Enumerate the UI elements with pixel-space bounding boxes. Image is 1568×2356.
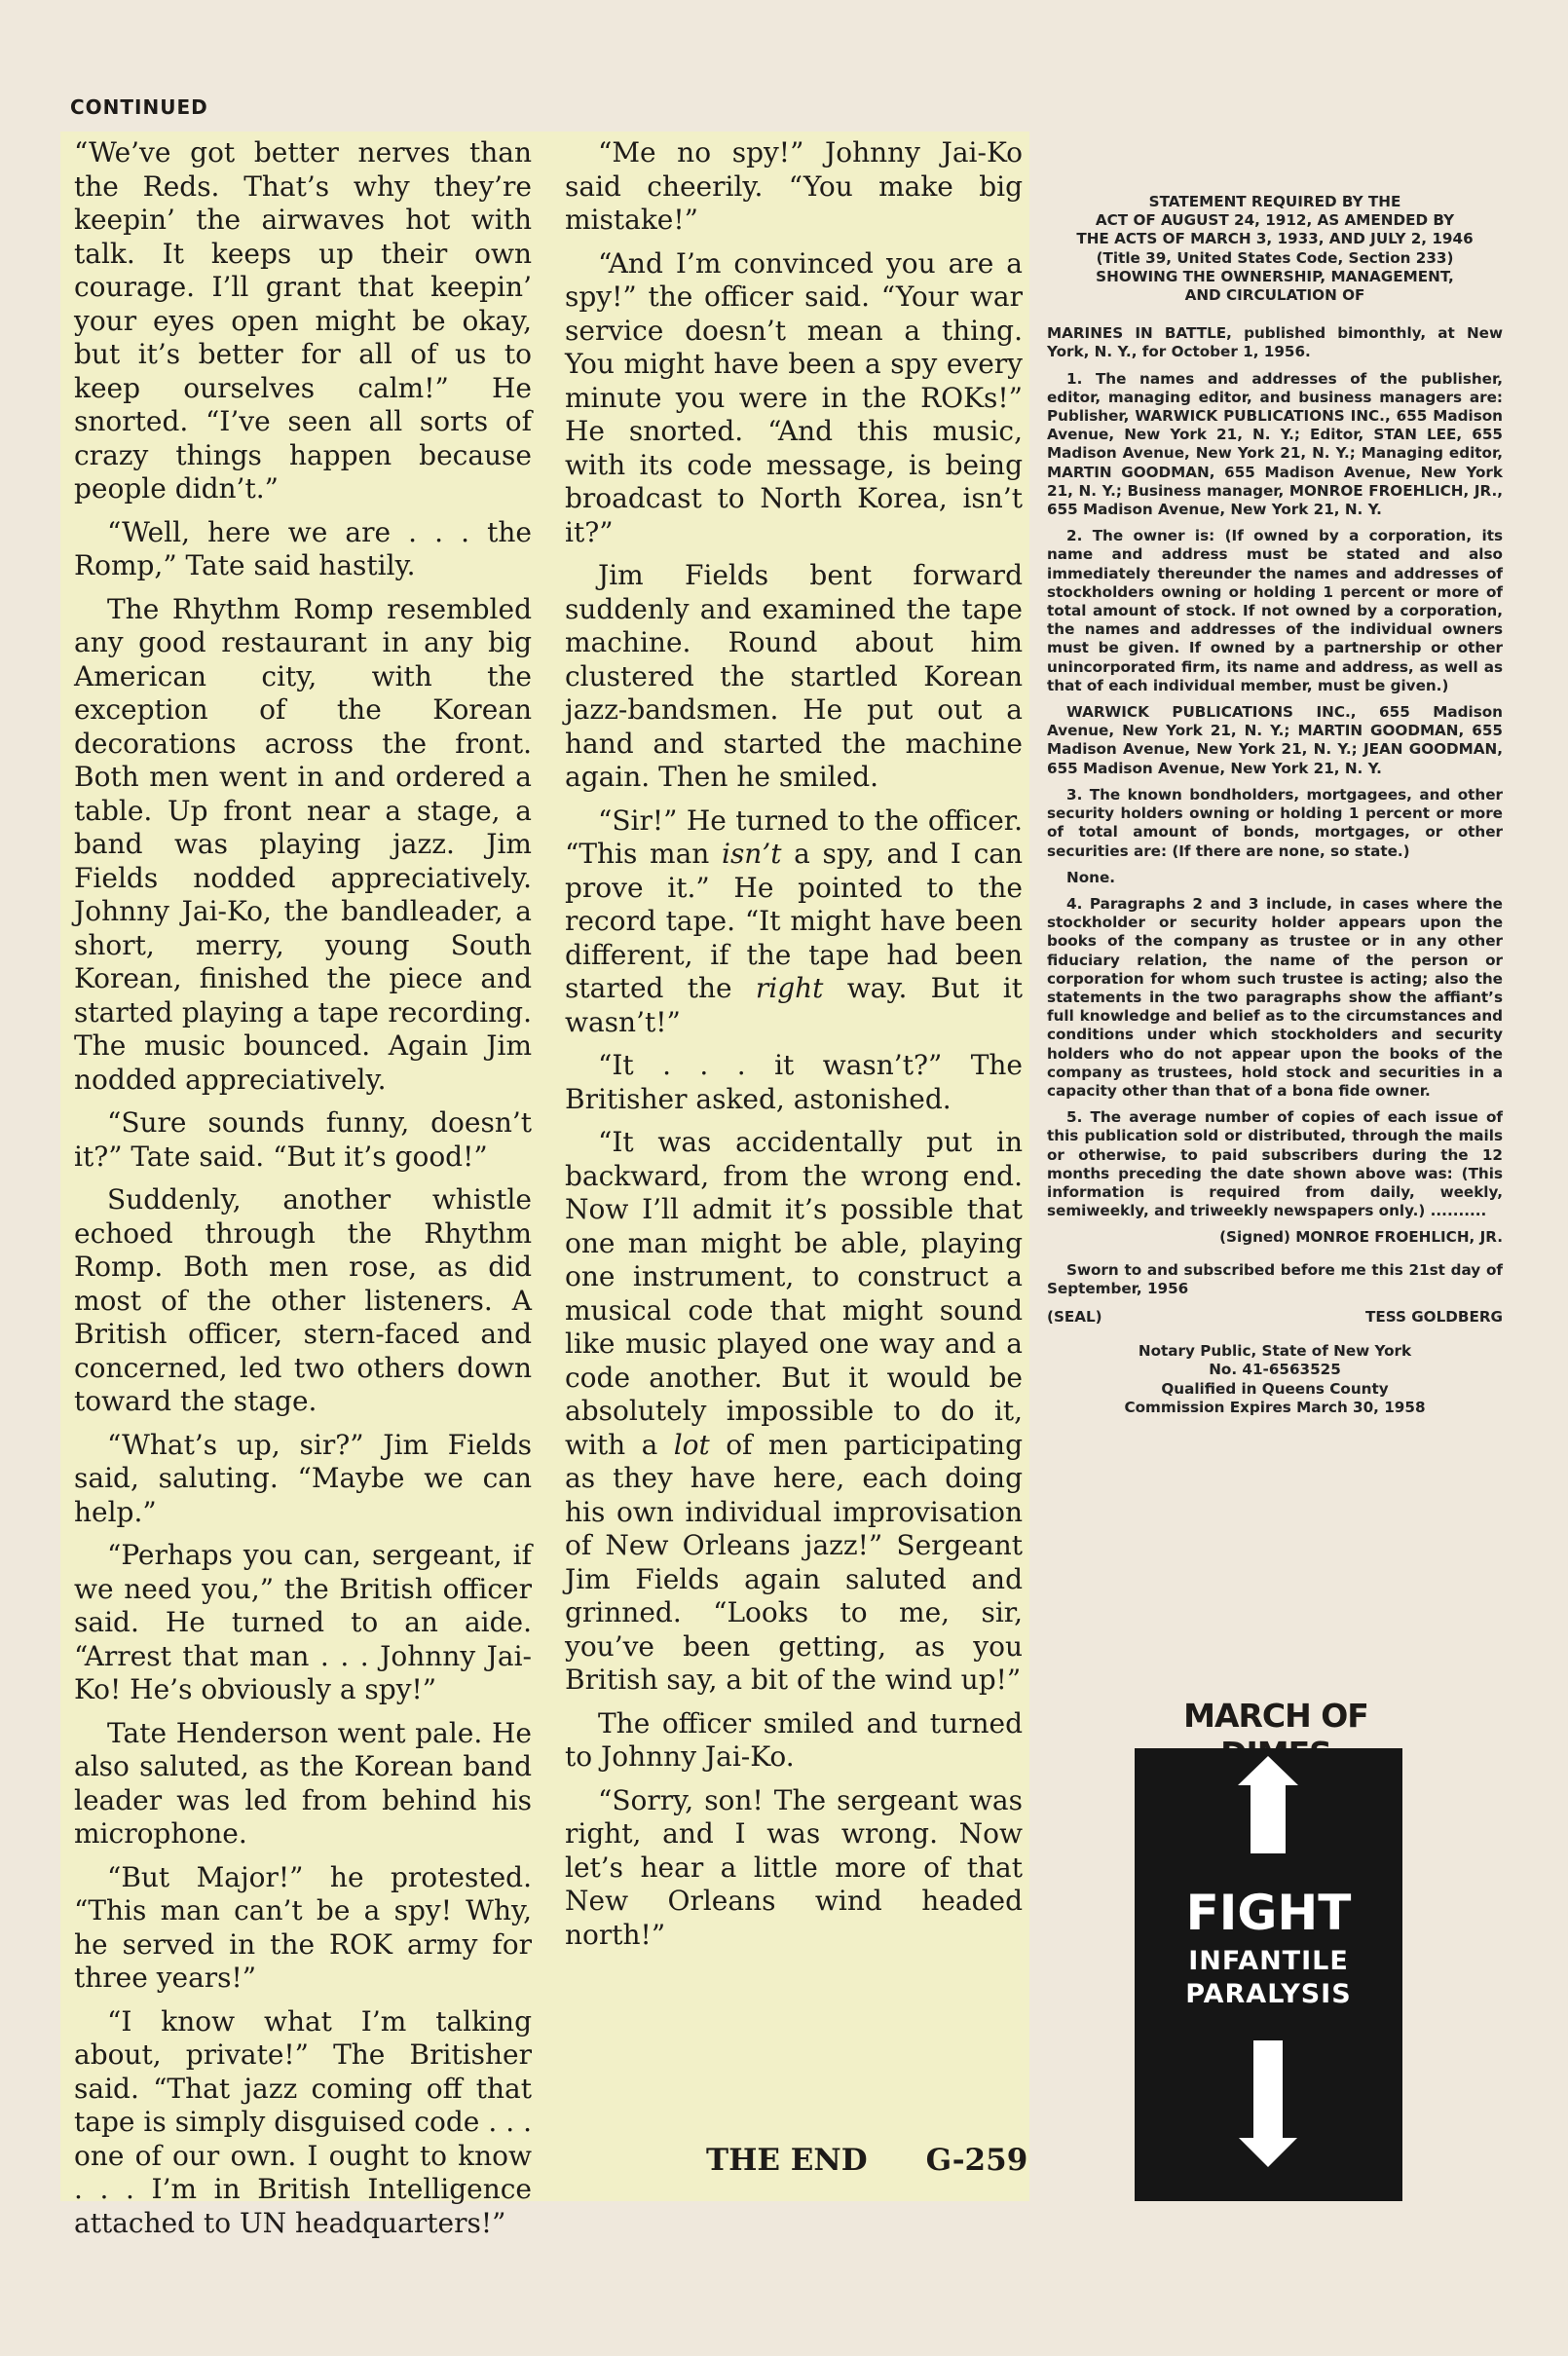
story-paragraph: “Well, here we are . . . the Romp,” Tate said hastily. xyxy=(74,515,532,581)
story-paragraph: “And I’m convinced you are a spy!” the officer said. “Your war service doesn’t mean a thing. You might have been a spy every minute you were in the ROKs!” He snorted. “And this music, with its code message, is being broadcast to North Korea, isn’t it?” xyxy=(565,246,1023,548)
statement-paragraph-5: 5. The average number of copies of each issue of this publication sold or distributed, through the mails or otherwise, to paid subscribers during the 12 months preceding the date shown above was: (This information is required from daily, weekly, semiweekly, and triweekly newspapers only.) .......... xyxy=(1047,1108,1503,1220)
statement-heading-line: THE ACTS OF MARCH 3, 1933, AND JULY 2, 1946 xyxy=(1076,230,1474,248)
story-emphasis: isn’t xyxy=(721,838,782,870)
story-text: of men participating as they have here, each doing his own individual improvisation of New Orleans jazz!” Sergeant Jim Fields again saluted and grinned. “Looks to me, sir, you’ve been getting, as you British say, a bit of the wind up!” xyxy=(565,1428,1024,1696)
story-paragraph: Suddenly, another whistle echoed through the Rhythm Romp. Both men rose, as did most of the other listeners. A British officer, stern-faced and concerned, led two others down toward the stage. xyxy=(74,1183,532,1417)
story-text: way. But it wasn’t!” xyxy=(565,972,1023,1038)
story-paragraph: “I know what I’m talking about, private!” The Britisher said. “That jazz coming off that tape is simply disguised code . . . one of our own. I ought to know . . . I’m in British Intelligence attached to UN headquarters!” xyxy=(74,2004,532,2239)
seal-label: (SEAL) xyxy=(1047,1307,1102,1326)
story-paragraph: Jim Fields bent forward suddenly and examined the tape machine. Round about him clustered the startled Korean jazz-bandsmen. He put out a hand and started the machine again. Then he smiled. xyxy=(565,559,1023,793)
story-paragraph: Tate Henderson went pale. He also saluted, as the Korean band leader was led from behind his microphone. xyxy=(74,1716,532,1850)
notary-line: No. 41-6563525 xyxy=(1209,1361,1341,1379)
story-paragraph: “Perhaps you can, sergeant, if we need you,” the British officer said. He turned to an aide. “Arrest that man . . . Johnny Jai-Ko! He’s obviously a spy!” xyxy=(74,1539,532,1705)
story-paragraph: “Sorry, son! The sergeant was right, and I was wrong. Now let’s hear a little more of that New Orleans wind headed north!” xyxy=(565,1783,1023,1951)
story-paragraph: “Me no spy!” Johnny Jai-Ko said cheerily. “You make big mistake!” xyxy=(565,136,1023,236)
the-end-text: THE END xyxy=(706,2143,868,2178)
statement-sworn: Sworn to and subscribed before me this 21st day of September, 1956 xyxy=(1047,1260,1503,1297)
notary-line: Notary Public, State of New York xyxy=(1138,1342,1412,1361)
statement-heading-line: ACT OF AUGUST 24, 1912, AS AMENDED BY xyxy=(1095,211,1455,230)
fight-text: FIGHT xyxy=(1185,1885,1352,1941)
story-column-1 xyxy=(74,136,532,2250)
statement-paragraph-1: 1. The names and addresses of the publisher, editor, managing editor, and business managers are: Publisher, WARWICK PUBLICATIONS INC., 655 Madison Avenue, New York 21, N. Y.; Editor, STAN LEE, 655 Madison Avenue, New York 21, N. Y.; Managing editor, MARTIN GOODMAN, 655 Madison Avenue, New York 21, N. Y.; Business manager, MONROE FROEHLICH, JR., 655 Madison Avenue, New York 21, N. Y. xyxy=(1047,369,1503,519)
statement-heading-line: SHOWING THE OWNERSHIP, MANAGEMENT, xyxy=(1096,267,1454,285)
story-paragraph: “We’ve got better nerves than the Reds. That’s why they’re keepin’ the airwaves hot with talk. It keeps up their own courage. I’ll grant that keepin’ your eyes open might be okay, but it’s better for all of us to keep ourselves calm!” He snorted. “I’ve seen all sorts of crazy things happen because people didn’t.” xyxy=(74,136,532,505)
infantile-text: INFANTILE xyxy=(1188,1946,1349,1976)
paralysis-text: PARALYSIS xyxy=(1185,1979,1352,2009)
statement-paragraph-2b: WARWICK PUBLICATIONS INC., 655 Madison Avenue, New York 21, N. Y.; MARTIN GOODMAN, 655 Madison Avenue, New York 21, N. Y.; JEAN GOODMAN, 655 Madison Avenue, New York 21, N. Y. xyxy=(1047,703,1503,777)
story-paragraph xyxy=(565,804,1023,1040)
statement-paragraph-2: 2. The owner is: (If owned by a corporation, its name and address must be stated and also immediately thereunder the names and addresses of stockholders owning or holding 1 percent or more of total amount of stock. If not owned by a corporation, the names and addresses of the individual owners must be given. If owned by a partnership or other unincorporated firm, its name and address, as well as that of each individual member, must be given.) xyxy=(1047,527,1503,694)
story-text: “Sir!” He turned to the officer. “This man xyxy=(565,804,1023,870)
statement-paragraph-3b: None. xyxy=(1066,868,1116,886)
story-paragraph: “It . . . it wasn’t?” The Britisher asked, astonished. xyxy=(565,1049,1023,1115)
march-of-dimes-ad xyxy=(1135,1748,1402,2201)
story-paragraph: “What’s up, sir?” Jim Fields said, saluting. “Maybe we can help.” xyxy=(74,1428,532,1528)
notary-name: TESS GOLDBERG xyxy=(1365,1307,1503,1326)
notary-line: Qualified in Queens County xyxy=(1161,1379,1389,1398)
notary-line: Commission Expires March 30, 1958 xyxy=(1124,1398,1426,1416)
continued-label: CONTINUED xyxy=(70,95,208,119)
the-end-line xyxy=(706,2143,1027,2178)
story-paragraph: The officer smiled and turned to Johnny Jai-Ko. xyxy=(565,1706,1023,1773)
statement-paragraph-3: 3. The known bondholders, mortgagees, and other security holders owning or holding 1 percent or more of total amount of bonds, mortgages, or other securities are: (If there are none, so state.) xyxy=(1047,785,1503,860)
ownership-statement xyxy=(1047,193,1503,1417)
story-paragraph: “But Major!” he protested. “This man can’t be a spy! Why, he served in the ROK army for three years!” xyxy=(74,1860,532,1994)
story-emphasis: right xyxy=(755,972,824,1004)
statement-paragraph-4: 4. Paragraphs 2 and 3 include, in cases where the stockholder or security holder appears upon the books of the company as trustee or in any other fiduciary relation, the name of the person or corporation for whom such trustee is acting; also the statements in the two paragraphs show the affiant’s full knowledge and belief as to the circumstances and conditions under which stockholders and security holders who do not appear upon the books of the company as trustees, hold stock and securities in a capacity other than that of a bona fide owner. xyxy=(1047,894,1503,1100)
story-column-2 xyxy=(565,136,1023,1962)
story-paragraph xyxy=(565,1126,1023,1698)
story-code: G-259 xyxy=(925,2143,1028,2178)
statement-heading-line: (Title 39, United States Code, Section 233) xyxy=(1096,248,1454,267)
story-emphasis: lot xyxy=(673,1428,710,1461)
story-paragraph: “Sure sounds funny, doesn’t it?” Tate said. “But it’s good!” xyxy=(74,1106,532,1173)
story-paragraph: The Rhythm Romp resembled any good restaurant in any big American city, with the exception of the Korean decorations across the front. Both men went in and ordered a table. Up front near a stage, a band was playing jazz. Jim Fields nodded appreciatively. Johnny Jai-Ko, the bandleader, a short, merry, young South Korean, finished the piece and started playing a tape recording. The music bounced. Again Jim nodded appreciatively. xyxy=(74,592,532,1096)
story-text: “It was accidentally put in backward, from the wrong end. Now I’ll admit it’s possible that one man might be able, playing one instrument, to construct a musical code that might sound like music played one way and a code another. But it would be absolutely impossible to do it, with a xyxy=(565,1126,1023,1461)
seal-row xyxy=(1047,1308,1503,1327)
statement-signed: (Signed) MONROE FROEHLICH, JR. xyxy=(1219,1228,1503,1247)
march-of-dimes-title: MARCH OF xyxy=(1183,1697,1368,1735)
story-text: a spy, and I can prove it.” He pointed to the record tape. “It might have been different, if the tape had been started the xyxy=(565,838,1023,1004)
statement-heading-line: AND CIRCULATION OF xyxy=(1184,286,1365,305)
statement-heading-line: STATEMENT REQUIRED BY THE xyxy=(1148,193,1401,210)
statement-heading xyxy=(1047,193,1503,305)
statement-intro: MARINES IN BATTLE, published bimonthly, at New York, N. Y., for October 1, 1956. xyxy=(1047,324,1503,361)
notary-block xyxy=(1047,1342,1503,1417)
